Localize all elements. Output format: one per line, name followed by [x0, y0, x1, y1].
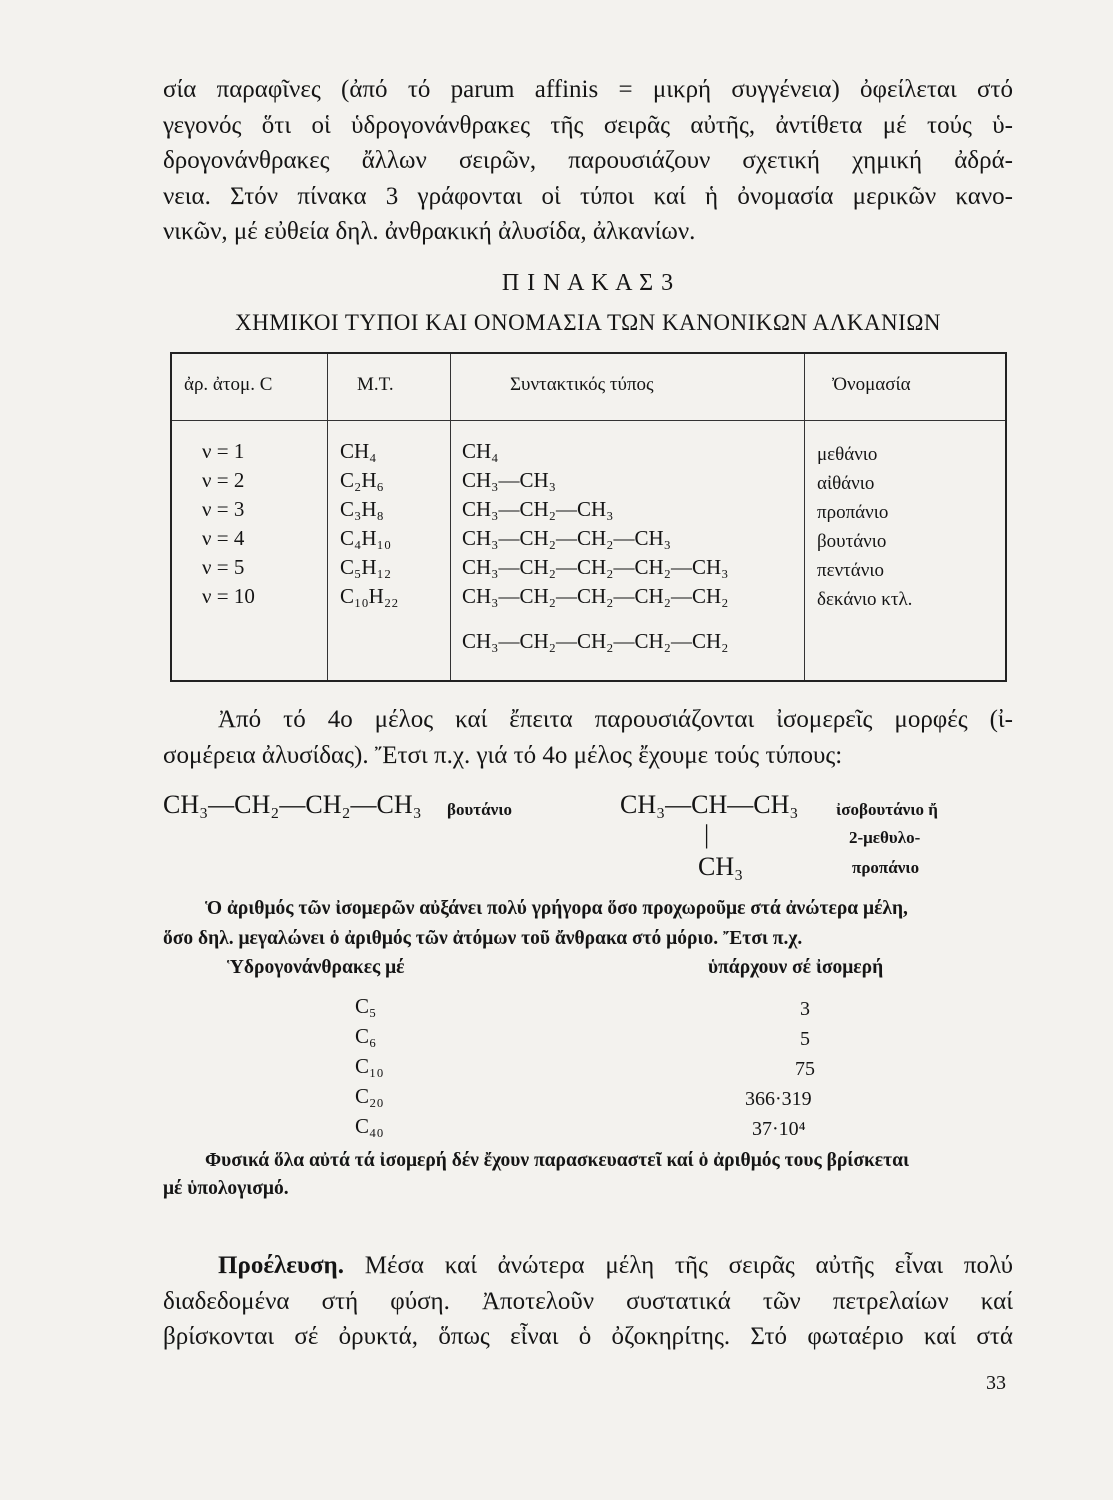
- cell-name: μεθάνιο: [817, 444, 878, 465]
- isomer-number: 37·10⁴: [752, 1118, 806, 1140]
- isobutane-label-2: 2-μεθυλο-: [849, 828, 921, 847]
- text-line: νεια. Στόν πίνακα 3 γράφονται οἱ τύποι καί ἡ ὀνομασία μερικῶν κανο-: [163, 182, 1013, 210]
- table-title: Π Ι Ν Α Κ Α Σ 3: [501, 270, 675, 296]
- cell-name: δεκάνιο κτλ.: [817, 589, 913, 610]
- isomer-carbon: C₁₀: [355, 1054, 384, 1078]
- text-line: γεγονός ὅτι οἱ ὑδρογονάνθρακες τῆς σειρᾶς αὐτῆς, ἀντίθετα μέ τούς ὑ-: [163, 111, 1013, 139]
- cell-n: ν = 3: [202, 497, 245, 521]
- butane-label: βουτάνιο: [447, 800, 512, 819]
- cell-mt: C₄H₁₀: [340, 526, 392, 550]
- cell-formula: CH₃—CH₂—CH₂—CH₂—CH₂: [462, 584, 729, 608]
- isobutane-label-3: προπάνιο: [852, 858, 920, 877]
- isomer-note-line-1: Φυσικά ὅλα αὐτά τά ἰσομερή δέν ἔχουν παρασκευαστεῖ καί ὁ ἀριθμός τους βρίσκεται: [205, 1150, 910, 1171]
- header-atom-count: ἀρ. ἀτομ. C: [184, 374, 273, 395]
- cell-n: ν = 5: [202, 555, 245, 579]
- cell-name: αἰθάνιο: [817, 473, 875, 494]
- table-column-divider: [804, 354, 805, 680]
- text-line: [163, 1248, 1013, 1284]
- cell-n: ν = 10: [202, 584, 255, 608]
- cell-mt: C₁₀H₂₂: [340, 584, 399, 608]
- isobutane-branch: CH₃: [698, 852, 744, 881]
- cell-mt: C₃H₈: [340, 497, 384, 521]
- intro-paragraph: [163, 72, 1013, 250]
- isomer-number: 5: [800, 1028, 810, 1050]
- cell-formula: CH₃—CH₂—CH₂—CH₃: [462, 526, 671, 550]
- origin-heading: Προέλευση.: [218, 1252, 344, 1279]
- isomer-count-line-2: ὅσο δηλ. μεγαλώνει ὁ ἀριθμός τῶν ἀτόμων τοῦ ἄνθρακα στό μόριο. Ἔτσι π.χ.: [163, 928, 803, 949]
- isomer-carbon: C₆: [355, 1024, 377, 1048]
- table-subtitle: ΧΗΜΙΚΟΙ ΤΥΠΟΙ ΚΑΙ ΟΝΟΜΑΣΙΑ ΤΩΝ ΚΑΝΟΝΙΚΩΝ ΑΛΚΑΝΙΩΝ: [234, 310, 942, 335]
- isomer-intro-paragraph: [163, 702, 1013, 773]
- isomer-carbon: C₂₀: [355, 1084, 384, 1108]
- header-molecular-formula: Μ.Τ.: [357, 374, 394, 395]
- header-structural-formula: Συντακτικός τύπος: [510, 374, 654, 395]
- isomer-note-line-2: μέ ὑπολογισμό.: [163, 1178, 289, 1199]
- isomer-number: 366·319: [745, 1088, 812, 1110]
- cell-name: πεντάνιο: [817, 560, 884, 581]
- isomer-carbon: C₄₀: [355, 1114, 384, 1138]
- text-line: δρογονάνθρακες ἄλλων σειρῶν, παρουσιάζουν σχετική χημική ἀδρά-: [163, 147, 1013, 174]
- isomer-col1-header: Ὑδρογονάνθρακες μέ: [227, 957, 405, 978]
- cell-mt: C₅H₁₂: [340, 555, 392, 579]
- isomer-count-line-1: Ὁ ἀριθμός τῶν ἰσομερῶν αὐξάνει πολύ γρήγορα ὅσο προχωροῦμε στά ἀνώτερα μέλη,: [205, 898, 908, 919]
- page-number: 33: [986, 1372, 1006, 1394]
- origin-paragraph: [163, 1248, 1013, 1355]
- isomer-number: 75: [795, 1058, 815, 1080]
- alkanes-table: [170, 352, 1007, 682]
- isobutane-branch-bond: |: [704, 820, 710, 849]
- table-header-divider: [172, 420, 1005, 421]
- cell-formula-continued: CH₃—CH₂—CH₂—CH₂—CH₂: [462, 629, 729, 653]
- text-line: σία παραφῖνες (ἀπό τό parum affinis = μικρή συγγένεια) ὀφείλεται στό: [163, 76, 1013, 103]
- cell-name: προπάνιο: [817, 502, 889, 523]
- cell-formula: CH₃—CH₂—CH₃: [462, 497, 614, 521]
- table-column-divider: [327, 354, 328, 680]
- cell-name: βουτάνιο: [817, 531, 887, 552]
- text-line: βρίσκονται σέ ὀρυκτά, ὅπως εἶναι ὁ ὀζοκηρίτης. Στό φωταέριο καί στά: [163, 1323, 1013, 1350]
- cell-n: ν = 4: [202, 526, 245, 550]
- cell-formula: CH₃—CH₂—CH₂—CH₂—CH₃: [462, 555, 729, 579]
- table-column-divider: [450, 354, 451, 680]
- text-line: νικῶν, μέ εὐθεία δηλ. ἀνθρακική ἀλυσίδα, ἀλκανίων.: [163, 218, 696, 245]
- cell-n: ν = 1: [202, 439, 245, 463]
- cell-mt: C₂H₆: [340, 468, 384, 492]
- isomer-number: 3: [800, 998, 810, 1020]
- origin-first-line: Μέσα καί ἀνώτερα μέλη τῆς σειρᾶς αὐτῆς εἶναι πολύ: [364, 1252, 1013, 1279]
- cell-formula: CH₄: [462, 439, 499, 463]
- isobutane-label-1: ἰσοβουτάνιο ἤ: [836, 800, 938, 819]
- butane-formula: CH₃—CH₂—CH₂—CH₃: [163, 790, 422, 819]
- text-line: διαδεδομένα στή φύση. Ἀποτελοῦν συστατικά τῶν πετρελαίων καί: [163, 1287, 1013, 1315]
- cell-n: ν = 2: [202, 468, 245, 492]
- cell-mt: CH₄: [340, 439, 377, 463]
- text-line: Ἀπό τό 4ο μέλος καί ἔπειτα παρουσιάζονται ἰσομερεῖς μορφές (ἰ-: [218, 706, 1013, 733]
- isobutane-formula: CH₃—CH—CH₃: [620, 790, 799, 819]
- cell-formula: CH₃—CH₃: [462, 468, 556, 492]
- text-line: σομέρεια ἀλυσίδας). Ἔτσι π.χ. γιά τό 4ο μέλος ἔχουμε τούς τύπους:: [163, 741, 843, 769]
- header-name: Ὀνομασία: [832, 374, 911, 395]
- isomer-col2-header: ὑπάρχουν σέ ἰσομερή: [708, 957, 884, 978]
- isomer-carbon: C₅: [355, 994, 377, 1018]
